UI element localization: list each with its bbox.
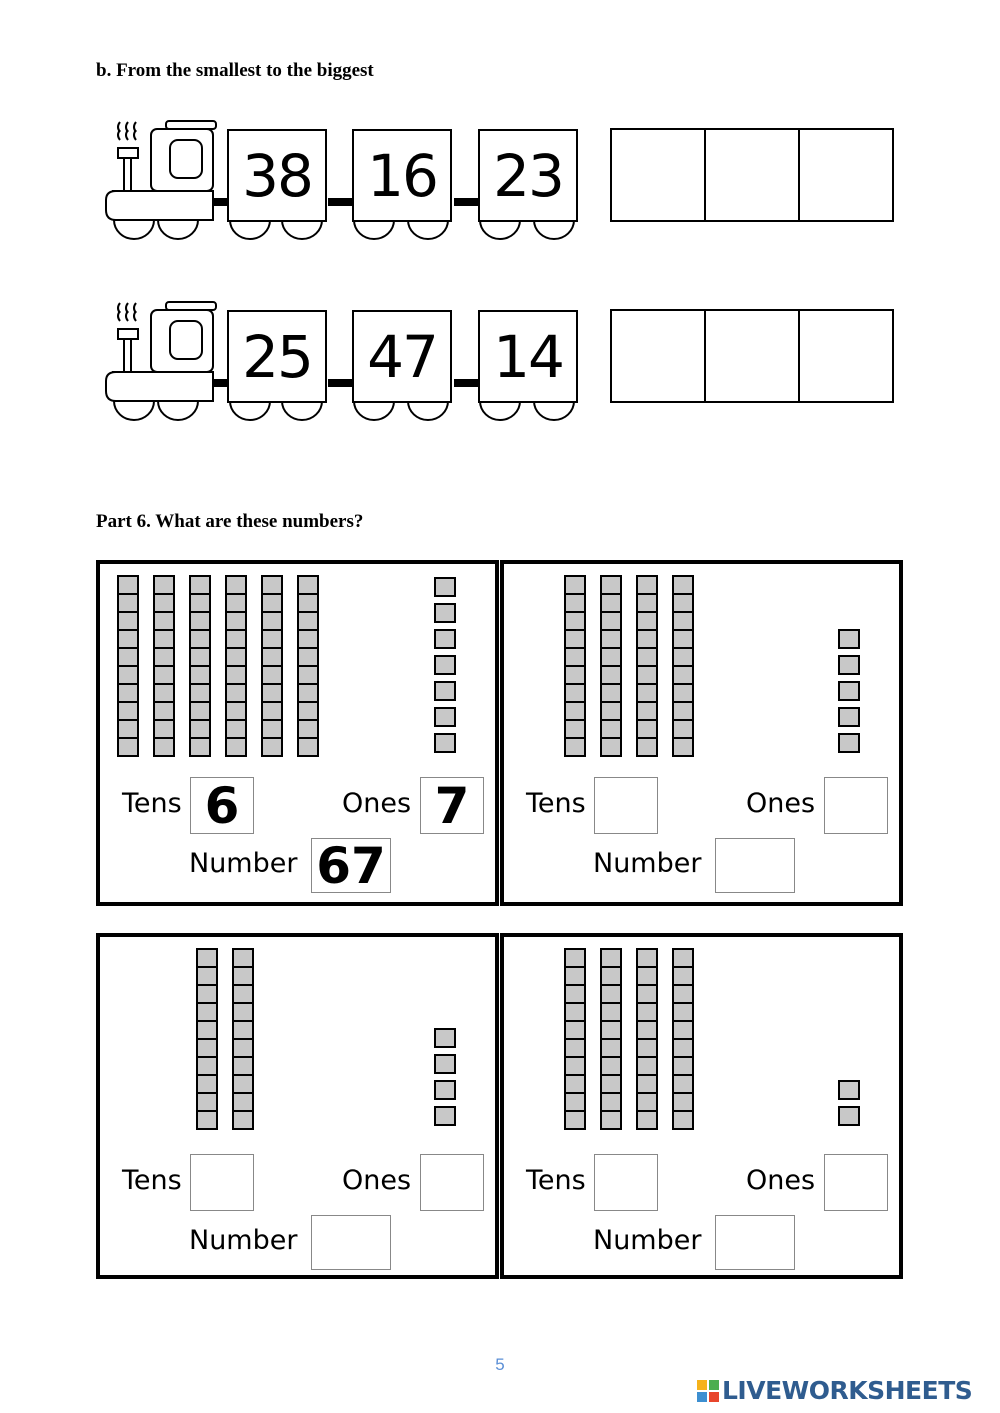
ones-cube bbox=[839, 708, 859, 726]
tens-answer-box[interactable] bbox=[190, 1154, 254, 1211]
number-label: Number bbox=[593, 848, 702, 879]
place-value-panel bbox=[500, 560, 903, 906]
tens-rod bbox=[601, 576, 621, 756]
ones-cube bbox=[839, 1081, 859, 1099]
train-car-number: 16 bbox=[352, 129, 452, 222]
number-answer-box[interactable] bbox=[715, 1215, 795, 1270]
page-number: 5 bbox=[495, 1355, 505, 1374]
ones-cube bbox=[839, 630, 859, 648]
tens-rod bbox=[673, 949, 693, 1129]
ones-cube bbox=[839, 682, 859, 700]
part6-heading: Part 6. What are these numbers? bbox=[96, 511, 364, 532]
train-car-number: 38 bbox=[227, 129, 327, 222]
number-label: Number bbox=[593, 1225, 702, 1256]
ones-cube bbox=[435, 708, 455, 726]
train-2 bbox=[104, 297, 584, 432]
section-b-heading: b. From the smallest to the biggest bbox=[96, 60, 374, 81]
answer-boxes-row-2 bbox=[610, 309, 892, 403]
ones-cube bbox=[839, 656, 859, 674]
ones-answer-box[interactable]: 7 bbox=[420, 777, 484, 834]
answer-boxes-row-1 bbox=[610, 128, 892, 222]
liveworksheets-logo-icon bbox=[697, 1380, 719, 1402]
tens-rod bbox=[233, 949, 253, 1129]
answer-box[interactable] bbox=[610, 309, 706, 403]
train-car-number: 14 bbox=[478, 310, 578, 403]
ones-label: Ones bbox=[342, 788, 412, 819]
train-car-number: 47 bbox=[352, 310, 452, 403]
tens-answer-box[interactable]: 6 bbox=[190, 777, 254, 834]
tens-rod bbox=[601, 949, 621, 1129]
ones-cube bbox=[435, 656, 455, 674]
ones-cube bbox=[435, 604, 455, 622]
ones-cube bbox=[435, 1055, 455, 1073]
answer-box[interactable] bbox=[798, 128, 894, 222]
number-answer-box[interactable] bbox=[311, 1215, 391, 1270]
tens-rod bbox=[154, 576, 174, 756]
number-answer-box[interactable]: 67 bbox=[311, 838, 391, 893]
brand-name: LIVEWORKSHEETS bbox=[722, 1376, 973, 1405]
ones-cube bbox=[435, 682, 455, 700]
ones-cube bbox=[839, 734, 859, 752]
ones-answer-box[interactable] bbox=[824, 777, 888, 834]
base-ten-blocks bbox=[504, 937, 899, 1275]
answer-box[interactable] bbox=[610, 128, 706, 222]
answer-box[interactable] bbox=[798, 309, 894, 403]
base-ten-blocks bbox=[504, 564, 899, 902]
tens-rod bbox=[197, 949, 217, 1129]
base-ten-blocks bbox=[100, 937, 495, 1275]
tens-rod bbox=[565, 576, 585, 756]
tens-rod bbox=[637, 576, 657, 756]
answer-box[interactable] bbox=[704, 309, 800, 403]
ones-cube bbox=[435, 1107, 455, 1125]
tens-answer-box[interactable] bbox=[594, 1154, 658, 1211]
place-value-panel bbox=[96, 560, 499, 906]
ones-cube bbox=[435, 630, 455, 648]
ones-cube bbox=[435, 1081, 455, 1099]
place-value-panel bbox=[500, 933, 903, 1279]
tens-label: Tens bbox=[526, 788, 586, 819]
ones-label: Ones bbox=[746, 788, 816, 819]
train-car-number: 23 bbox=[478, 129, 578, 222]
ones-cube bbox=[435, 734, 455, 752]
tens-label: Tens bbox=[122, 788, 182, 819]
tens-rod bbox=[673, 576, 693, 756]
ones-cube bbox=[839, 1107, 859, 1125]
number-label: Number bbox=[189, 1225, 298, 1256]
tens-answer-box[interactable] bbox=[594, 777, 658, 834]
ones-cube bbox=[435, 1029, 455, 1047]
base-ten-blocks bbox=[100, 564, 495, 902]
tens-rod bbox=[118, 576, 138, 756]
tens-rod bbox=[637, 949, 657, 1129]
number-answer-box[interactable] bbox=[715, 838, 795, 893]
train-car-number: 25 bbox=[227, 310, 327, 403]
ones-answer-box[interactable] bbox=[420, 1154, 484, 1211]
ones-answer-box[interactable] bbox=[824, 1154, 888, 1211]
tens-rod bbox=[565, 949, 585, 1129]
tens-rod bbox=[190, 576, 210, 756]
tens-rod bbox=[226, 576, 246, 756]
brand-logo bbox=[697, 1376, 972, 1405]
ones-cube bbox=[435, 578, 455, 596]
place-value-panel bbox=[96, 933, 499, 1279]
ones-label: Ones bbox=[342, 1165, 412, 1196]
answer-box[interactable] bbox=[704, 128, 800, 222]
tens-rod bbox=[262, 576, 282, 756]
ones-label: Ones bbox=[746, 1165, 816, 1196]
tens-label: Tens bbox=[122, 1165, 182, 1196]
tens-label: Tens bbox=[526, 1165, 586, 1196]
train-1 bbox=[104, 116, 584, 251]
tens-rod bbox=[298, 576, 318, 756]
number-label: Number bbox=[189, 848, 298, 879]
